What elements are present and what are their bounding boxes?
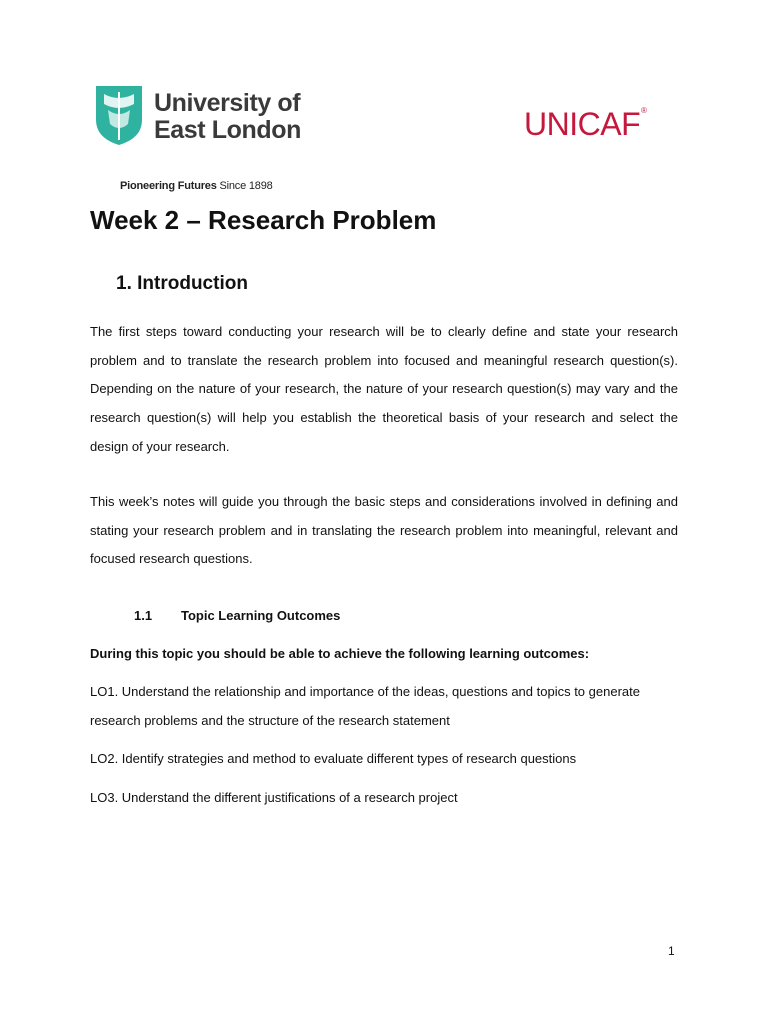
subsection-heading-learning-outcomes	[134, 606, 340, 626]
page-number: 1	[668, 944, 675, 958]
registered-mark: ®	[641, 106, 647, 115]
intro-paragraph-1: The first steps toward conducting your research will be to clearly define and state your research problem and to translate the research problem into focused and meaningful research question(s). Depending on the nature of your research, the nature of your research question(s) may vary and the research question(s) will help you establish the theoretical basis of your research and select the design of your research.	[90, 324, 678, 454]
subsection-title: Topic Learning Outcomes	[181, 608, 341, 623]
learning-outcome-1: LO1. Understand the relationship and importance of the ideas, questions and topics to generate research problems and the structure of the research statement	[90, 684, 640, 728]
intro-paragraph-2: This week’s notes will guide you through the basic steps and considerations involved in defining and stating your research problem and in translating the research problem into meaningful, relevant and focused research questions.	[90, 494, 678, 567]
uel-tagline-rest: Since 1898	[216, 180, 273, 192]
uel-name-line-1: University of	[154, 89, 301, 117]
uel-tagline	[120, 180, 273, 192]
unicaf-logo	[524, 104, 654, 144]
university-of-east-london-logo	[94, 84, 304, 148]
section-heading-introduction: 1. Introduction	[116, 273, 248, 294]
subsection-number: 1.1	[134, 608, 153, 623]
unicaf-wordmark: UNICAF	[524, 106, 641, 142]
uel-crest-icon	[94, 84, 144, 146]
uel-name-line-2: East London	[154, 116, 301, 144]
uel-tagline-bold: Pioneering Futures	[120, 180, 217, 192]
page-title: Week 2 – Research Problem	[90, 205, 437, 235]
learning-outcome-2: LO2. Identify strategies and method to evaluate different types of research questions	[90, 751, 577, 766]
learning-outcome-3: LO3. Understand the different justifications of a research project	[90, 790, 458, 805]
uel-wordmark	[154, 90, 301, 144]
outcomes-intro: During this topic you should be able to achieve the following learning outcomes:	[90, 646, 590, 661]
